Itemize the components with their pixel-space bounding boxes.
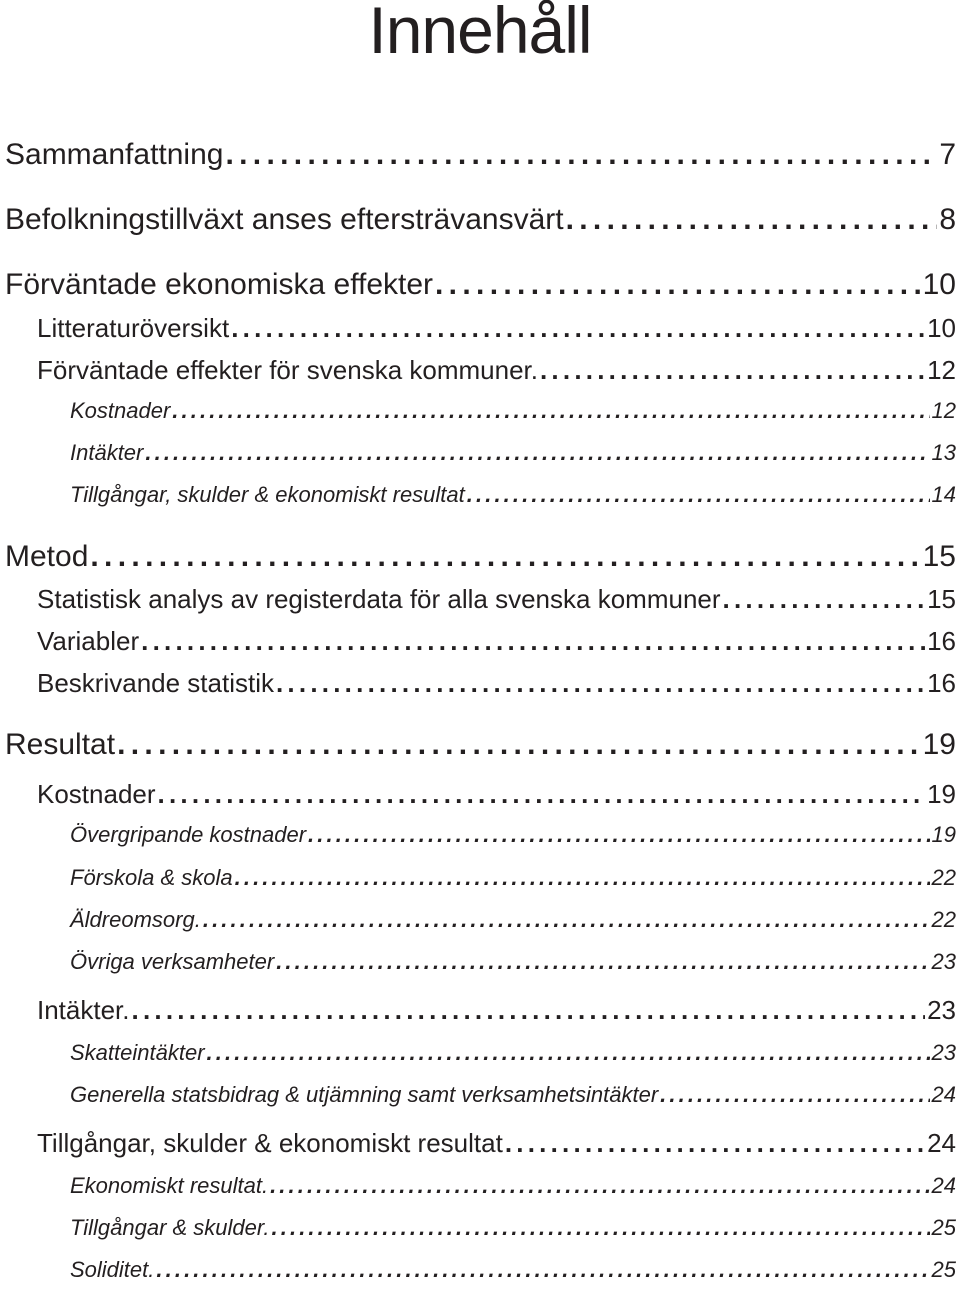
toc-entry[interactable] [5, 138, 956, 178]
toc-entry[interactable] [37, 995, 956, 1035]
toc-entry[interactable] [70, 949, 956, 989]
toc-entry-label: Variabler [37, 626, 140, 656]
toc-entry[interactable] [37, 313, 956, 353]
toc-entry-label: Förväntade effekter för svenska kommuner. [37, 355, 538, 385]
page-title: Innehåll [368, 0, 592, 67]
toc-entry-page: 24 [931, 1082, 956, 1107]
dot-leader [90, 540, 920, 574]
toc-entry-page: 15 [927, 584, 956, 614]
toc-entry[interactable] [70, 482, 956, 522]
dot-leader [435, 268, 921, 302]
dot-leader [660, 1082, 929, 1108]
toc-entry[interactable] [70, 865, 956, 905]
dot-leader [145, 440, 929, 466]
toc-entry-page: 23 [931, 949, 956, 974]
toc-entry-label: Förskola & skola [70, 865, 233, 890]
toc-entry-page: 8 [939, 203, 956, 236]
toc-entry-label: Ekonomiskt resultat. [70, 1173, 269, 1198]
toc-entry-label: Soliditet. [70, 1257, 155, 1282]
toc-entry-page: 22 [931, 865, 956, 890]
toc-entry-page: 23 [931, 1040, 956, 1065]
dot-leader [207, 1040, 930, 1066]
toc-entry-page: 16 [927, 626, 956, 656]
toc-entry[interactable] [70, 1173, 956, 1213]
toc-entry[interactable] [37, 355, 956, 395]
toc-entry-page: 25 [931, 1215, 956, 1240]
toc-entry-label: Tillgångar, skulder & ekonomiskt resultat [37, 1128, 503, 1158]
toc-entry-label: Befolkningstillväxt anses eftersträvansvärt [5, 203, 564, 236]
toc-entry-page: 23 [927, 995, 956, 1025]
toc-entry-label: Förväntade ekonomiska effekter [5, 268, 434, 301]
dot-leader [231, 313, 925, 344]
toc-entry-label: Skatteintäkter [70, 1040, 205, 1065]
toc-entry-page: 22 [931, 907, 956, 932]
toc-entry[interactable] [70, 1215, 956, 1255]
toc-entry-label: Intäkter. [37, 995, 130, 1025]
dot-leader [203, 907, 930, 933]
toc-entry-label: Litteraturöversikt [37, 313, 230, 343]
toc-entry[interactable] [5, 540, 956, 580]
toc-entry-page: 12 [927, 355, 956, 385]
toc-entry-label: Generella statsbidrag & utjämning samt verksamhetsintäkter [70, 1082, 659, 1107]
toc-entry[interactable] [37, 626, 956, 666]
toc-entry[interactable] [5, 268, 956, 308]
toc-entry-label: Statistisk analys av registerdata för alla svenska kommuner [37, 584, 721, 614]
toc-entry-page: 19 [922, 728, 956, 761]
toc-entry-label: Sammanfattning [5, 138, 224, 171]
dot-leader [723, 584, 926, 615]
dot-leader [276, 949, 929, 975]
toc-entry-label: Beskrivande statistik [37, 668, 274, 698]
toc-entry-page: 24 [927, 1128, 956, 1158]
toc-entry[interactable] [70, 907, 956, 947]
dot-leader [540, 355, 925, 386]
toc-entry-page: 19 [927, 779, 956, 809]
dot-leader [158, 779, 926, 810]
toc-entry[interactable] [70, 440, 956, 480]
toc-entry-label: Övergripande kostnader [70, 822, 307, 847]
toc-entry-page: 19 [931, 822, 956, 847]
toc-entry-label: Resultat [5, 728, 116, 761]
toc-entry-page: 10 [922, 268, 956, 301]
dot-leader [505, 1128, 925, 1159]
toc-entry[interactable] [37, 779, 956, 819]
toc-entry[interactable] [70, 822, 956, 862]
toc-entry-page: 13 [931, 440, 956, 465]
toc-entry[interactable] [5, 203, 956, 243]
toc-entry[interactable] [70, 1082, 956, 1122]
toc-entry[interactable] [5, 728, 956, 768]
toc-entry[interactable] [70, 1257, 956, 1297]
dot-leader [172, 398, 929, 424]
toc-entry-page: 16 [927, 668, 956, 698]
toc-entry-label: Intäkter [70, 440, 144, 465]
toc-entry-page: 25 [931, 1257, 956, 1282]
toc-entry-page: 12 [931, 398, 956, 423]
dot-leader [235, 865, 930, 891]
dot-leader [132, 995, 926, 1026]
dot-leader [276, 668, 925, 699]
dot-leader [308, 822, 929, 848]
dot-leader [156, 1257, 929, 1283]
toc-entry-page: 10 [927, 313, 956, 343]
toc-entry[interactable] [37, 668, 956, 708]
dot-leader [272, 1215, 930, 1241]
toc-entry-label: Äldreomsorg. [70, 907, 201, 932]
toc-entry[interactable] [37, 1128, 956, 1168]
toc-entry[interactable] [70, 398, 956, 438]
dot-leader [566, 203, 938, 237]
dot-leader [141, 626, 925, 657]
toc-entry-page: 15 [922, 540, 956, 573]
toc-entry-page: 24 [931, 1173, 956, 1198]
toc-entry[interactable] [37, 584, 956, 624]
toc-entry-label: Tillgångar, skulder & ekonomiskt resultat [70, 482, 465, 507]
toc-entry-label: Tillgångar & skulder. [70, 1215, 270, 1240]
toc-entry-page: 14 [931, 482, 956, 507]
toc-entry-label: Kostnader [70, 398, 171, 423]
toc-entry-label: Metod [5, 540, 89, 573]
toc-entry-page: 7 [939, 138, 956, 171]
toc-entry-label: Kostnader [37, 779, 156, 809]
toc-entry[interactable] [70, 1040, 956, 1080]
dot-leader [117, 728, 921, 762]
dot-leader [467, 482, 930, 508]
dot-leader [270, 1173, 929, 1199]
dot-leader [225, 138, 937, 172]
toc-entry-label: Övriga verksamheter [70, 949, 275, 974]
